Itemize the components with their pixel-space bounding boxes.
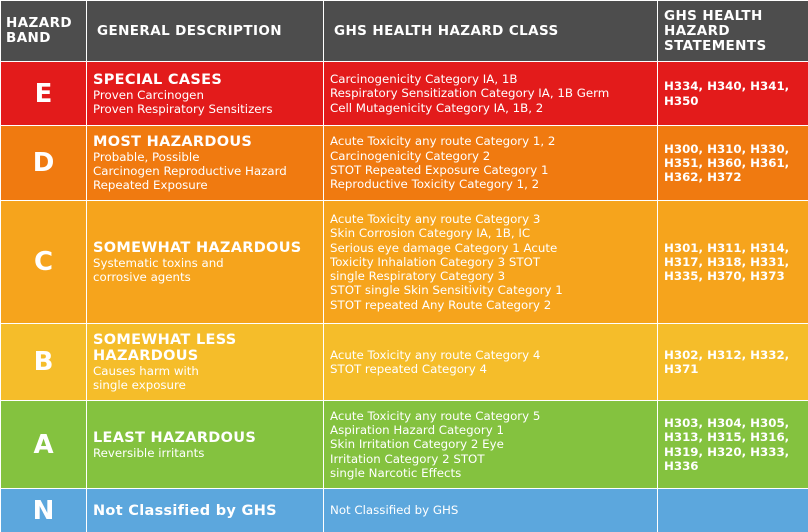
hazard-statements-text: H334, H340, H341, H350 [664, 79, 790, 108]
hazard-class-line: Acute Toxicity any route Category 3 [330, 211, 541, 226]
hazard-class-line: Acute Toxicity any route Category 1, 2 [330, 134, 556, 149]
hazard-class-line: single Respiratory Category 3 [330, 269, 506, 284]
description-title: SPECIAL CASES [93, 71, 223, 88]
general-description-cell [87, 401, 324, 489]
description-line: Causes harm with [93, 364, 199, 378]
general-description-cell [87, 489, 324, 532]
description-title: MOST HAZARDOUS [93, 134, 253, 150]
description-line: single exposure [93, 378, 186, 392]
hazard-class-line: Toxicity Inhalation Category 3 STOT [330, 254, 541, 269]
hazard-statements-text: H300, H310, H330, H351, H360, H361, H362, H372 [664, 141, 790, 185]
hazard-class-line: Aspiration Hazard Category 1 [330, 423, 504, 438]
table-row-band-n [1, 489, 808, 532]
description-line: Proven Respiratory Sensitizers [93, 101, 273, 116]
description-line: corrosive agents [93, 270, 191, 284]
hazard-class-line: Carcinogenicity Category 2 [330, 148, 491, 163]
description-title: SOMEWHAT HAZARDOUS [93, 240, 302, 256]
hazard-statements-text: H301, H311, H314, H317, H318, H331, H335, H370, H373 [664, 240, 790, 284]
description-line: Reversible irritants [93, 445, 205, 460]
header-row [1, 1, 808, 62]
hazard-class-line: STOT repeated Any Route Category 2 [330, 297, 552, 312]
hazard-class-line: Serious eye damage Category 1 Acute [330, 240, 558, 255]
general-description-cell [87, 324, 324, 401]
ghs-hazard-class-cell [324, 401, 658, 489]
ghs-hazard-statements-cell [658, 201, 808, 324]
hazard-band-letter: E [1, 62, 87, 126]
hazard-band-letter: N [1, 489, 87, 532]
description-title: LEAST HAZARDOUS [93, 429, 257, 446]
hazard-band-letter: D [1, 126, 87, 201]
header-ghs-health-hazard-class: GHS HEALTH HAZARD CLASS [324, 1, 658, 62]
hazard-class-line: STOT single Skin Sensitivity Category 1 [330, 283, 563, 298]
description-title: Not Classified by GHS [93, 502, 277, 519]
hazard-class-line: STOT Repeated Exposure Category 1 [330, 163, 549, 177]
table-row-band-a [1, 401, 808, 489]
ghs-hazard-statements-cell [658, 126, 808, 201]
ghs-hazard-class-cell [324, 126, 658, 201]
hazard-class-line: Reproductive Toxicity Category 1, 2 [330, 177, 540, 192]
description-title: SOMEWHAT LESS HAZARDOUS [93, 332, 237, 364]
hazard-class-line: STOT repeated Category 4 [330, 362, 488, 376]
description-line: Probable, Possible [93, 150, 200, 164]
hazard-class-line: Not Classified by GHS [330, 503, 459, 518]
hazard-class-line: Skin Irritation Category 2 Eye [330, 437, 504, 452]
header-hazard-band: HAZARD BAND [1, 1, 87, 62]
ghs-hazard-class-cell [324, 324, 658, 401]
hazard-class-line: Acute Toxicity any route Category 4 [330, 347, 541, 362]
hazard-band-letter: B [1, 324, 87, 401]
hazard-band-letter: A [1, 401, 87, 489]
ghs-hazard-statements-cell [658, 62, 808, 126]
table-row-band-c [1, 201, 808, 324]
table-row-band-b [1, 324, 808, 401]
hazard-class-line: Carcinogenicity Category IA, 1B [330, 72, 518, 87]
general-description-cell [87, 62, 324, 126]
ghs-hazard-statements-cell [658, 401, 808, 489]
hazard-class-line: Irritation Category 2 STOT [330, 451, 485, 466]
description-line: Repeated Exposure [93, 178, 208, 192]
hazard-statements-text: H303, H304, H305, H313, H315, H316, H319, H320, H333, H336 [664, 415, 790, 473]
header-general-description: GENERAL DESCRIPTION [87, 1, 324, 62]
ghs-hazard-class-cell [324, 201, 658, 324]
ghs-hazard-class-cell [324, 489, 658, 532]
hazard-class-line: single Narcotic Effects [330, 465, 462, 480]
table-row-band-e [1, 62, 808, 126]
description-line: Systematic toxins and [93, 256, 224, 270]
hazard-band-letter: C [1, 201, 87, 324]
header-ghs-health-hazard-statements: GHS HEALTH HAZARD STATEMENTS [658, 1, 808, 62]
hazard-class-line: Cell Mutagenicity Category IA, 1B, 2 [330, 100, 544, 115]
general-description-cell [87, 126, 324, 201]
hazard-class-line: Respiratory Sensitization Category IA, 1B Germ [330, 86, 610, 101]
table-row-band-d [1, 126, 808, 201]
hazard-class-line: Skin Corrosion Category IA, 1B, IC [330, 226, 531, 241]
general-description-cell [87, 201, 324, 324]
description-line: Carcinogen Reproductive Hazard [93, 164, 287, 178]
ghs-hazard-class-cell [324, 62, 658, 126]
hazard-class-line: Acute Toxicity any route Category 5 [330, 408, 541, 423]
description-line: Proven Carcinogen [93, 87, 204, 102]
ghs-hazard-statements-cell [658, 489, 808, 532]
hazard-statements-text: H302, H312, H332, H371 [664, 347, 790, 376]
ghs-hazard-statements-cell [658, 324, 808, 401]
